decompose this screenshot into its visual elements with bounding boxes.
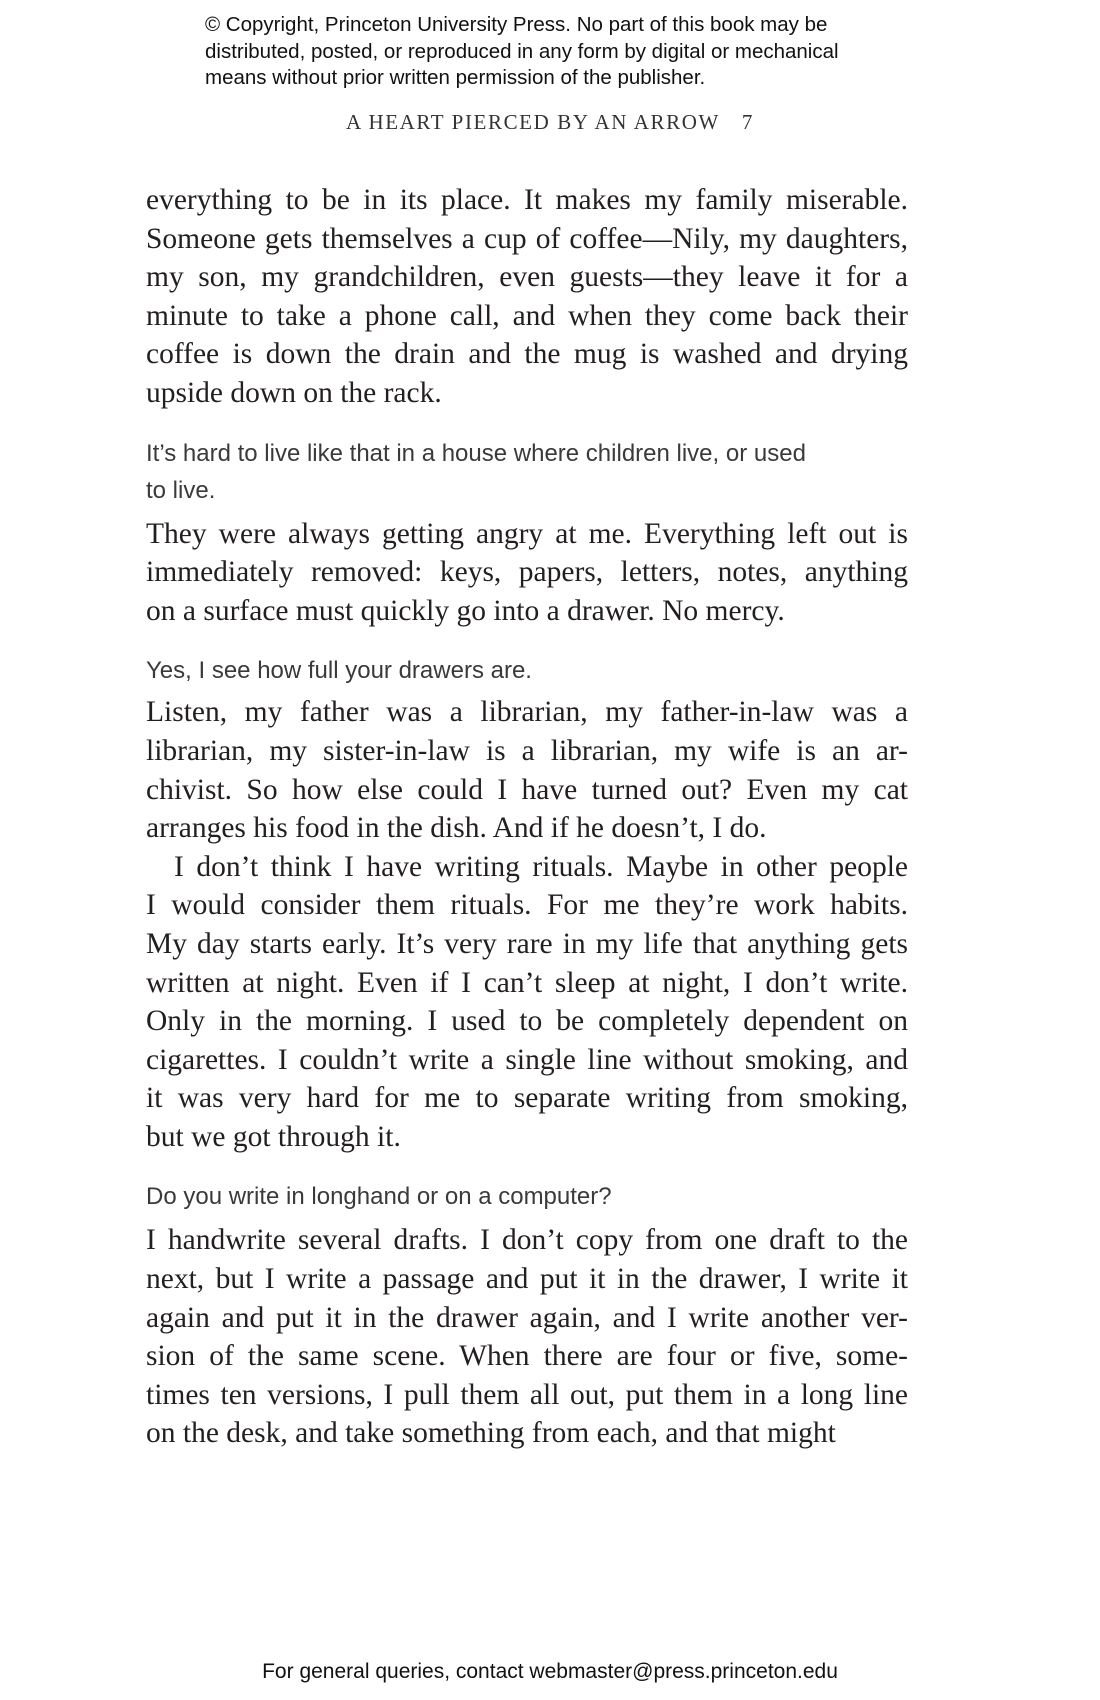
text-line: I would consider them rituals. For me they’re work habits. — [146, 889, 908, 922]
text-line: cigarettes. I couldn’t write a single line without smoking, and — [146, 1043, 908, 1076]
text-line: on a surface must quickly go into a drawer. No mercy. — [146, 594, 785, 627]
text-line: chivist. So how else could I have turned out? Even my cat — [146, 773, 908, 806]
question-line: Yes, I see how full your drawers are. — [146, 657, 532, 685]
copyright-line: distributed, posted, or reproduced in any form by digital or mechanical — [205, 39, 839, 63]
text-line: written at night. Even if I can’t sleep at night, I don’t write. — [146, 966, 908, 999]
interview-question — [146, 1178, 908, 1215]
text-line: Only in the morning. I used to be completely dependent on — [146, 1005, 908, 1038]
copyright-line: © Copyright, Princeton University Press. No part of this book may be — [205, 13, 828, 36]
running-head-title: A HEART PIERCED BY AN ARROW — [346, 110, 720, 134]
text-line: again and put it in the drawer again, and I write another ver- — [146, 1301, 908, 1334]
copyright-line: means without prior written permission of the publisher. — [205, 66, 706, 89]
text-line: next, but I write a passage and put it in the drawer, I write it — [146, 1263, 908, 1296]
page-body — [146, 181, 908, 1453]
text-line: I don’t think I have writing rituals. Maybe in other people — [174, 850, 908, 883]
text-line: My day starts early. It’s very rare in my life that anything gets — [146, 927, 908, 960]
text-line: on the desk, and take something from each, and that might — [146, 1417, 836, 1450]
interview-answer — [146, 1221, 908, 1453]
text-line: my son, my grandchildren, even guests—they leave it for a — [146, 261, 908, 294]
question-line: to live. — [146, 476, 216, 504]
interview-answer — [146, 181, 908, 413]
text-line: immediately removed: keys, papers, letters, notes, anything — [146, 556, 908, 589]
text-line: librarian, my sister-in-law is a librarian, my wife is an ar- — [146, 734, 908, 767]
page-number: 7 — [741, 110, 754, 134]
text-line: sion of the same scene. When there are four or five, some- — [146, 1340, 908, 1373]
text-line: I handwrite several drafts. I don’t copy from one draft to the — [146, 1224, 908, 1257]
interview-question — [146, 652, 908, 689]
question-line: It’s hard to live like that in a house where children live, or used — [146, 439, 806, 467]
text-line: arranges his food in the dish. And if he doesn’t, I do. — [146, 812, 767, 845]
interview-question — [146, 435, 908, 509]
copyright-notice — [205, 12, 925, 92]
text-line: They were always getting angry at me. Everything left out is — [146, 517, 908, 550]
interview-answer — [146, 515, 908, 631]
text-line: minute to take a phone call, and when they come back their — [146, 299, 908, 332]
text-line: upside down on the rack. — [146, 376, 442, 409]
text-line: it was very hard for me to separate writing from smoking, — [146, 1082, 908, 1115]
text-line: Someone gets themselves a cup of coffee—Nily, my daughters, — [146, 222, 908, 255]
running-head — [0, 110, 1100, 135]
question-line: Do you write in longhand or on a computer? — [146, 1183, 612, 1211]
text-line: times ten versions, I pull them all out, put them in a long line — [146, 1378, 908, 1411]
text-line: but we got through it. — [146, 1120, 401, 1153]
text-line: coffee is down the drain and the mug is washed and drying — [146, 338, 908, 371]
text-line: everything to be in its place. It makes my family miserable. — [146, 184, 908, 216]
interview-answer — [146, 848, 908, 1157]
text-line: Listen, my father was a librarian, my father-in-law was a — [146, 696, 908, 729]
interview-answer — [146, 693, 908, 847]
footer-contact: For general queries, contact webmaster@press.princeton.edu — [262, 1660, 838, 1683]
